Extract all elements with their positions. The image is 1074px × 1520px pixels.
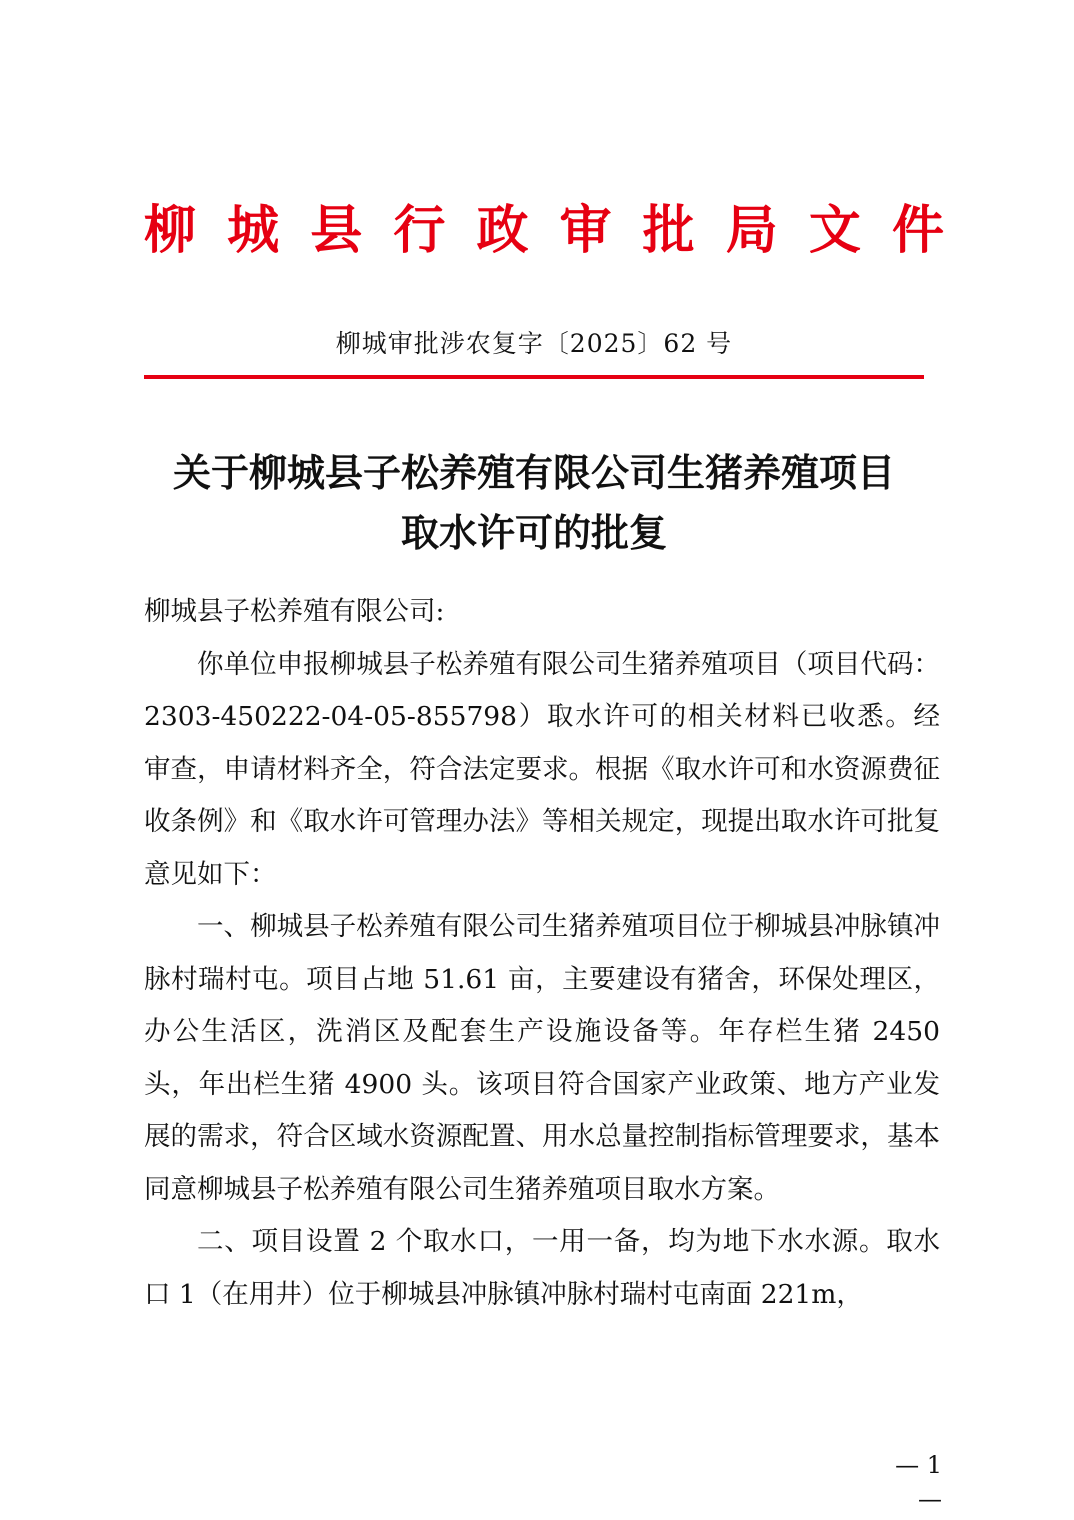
addressee: 柳城县子松养殖有限公司: bbox=[144, 596, 445, 627]
header-char: 县 bbox=[310, 200, 363, 261]
body-paragraph-1: 你单位申报柳城县子松养殖有限公司生猪养殖项目（项目代码：2303-450222-04-05-855798）取水许可的相关材料已收悉。经审查，申请材料齐全，符合法定要求。根据《取水许可和水资源费征收条例》和《取水许可管理办法》等相关规定，现提出取水许可批复意见如下： bbox=[144, 648, 940, 890]
document-title-line-1: 关于柳城县子松养殖有限公司生猪养殖项目 bbox=[172, 450, 895, 495]
header-char: 行 bbox=[393, 200, 446, 261]
header-char: 政 bbox=[476, 200, 529, 261]
document-title bbox=[144, 443, 924, 563]
document-body bbox=[144, 586, 940, 1321]
document-number: 柳城审批涉农复字〔2025〕62 号 bbox=[335, 329, 733, 358]
header-char: 审 bbox=[559, 200, 612, 261]
red-divider-line bbox=[144, 375, 924, 379]
header-char: 批 bbox=[642, 200, 695, 261]
header-char: 局 bbox=[725, 200, 778, 261]
header-char: 文 bbox=[808, 200, 861, 261]
body-paragraph-3: 二、项目设置 2 个取水口，一用一备，均为地下水水源。取水口 1（在用井）位于柳城县冲脉镇冲脉村瑞村屯南面 221m， bbox=[144, 1226, 940, 1310]
issuing-agency-header bbox=[144, 196, 944, 266]
header-char: 件 bbox=[891, 200, 944, 261]
header-char: 柳 bbox=[144, 200, 197, 261]
header-char: 城 bbox=[227, 200, 280, 261]
document-title-line-2: 取水许可的批复 bbox=[400, 510, 667, 555]
page-number: — 1 — bbox=[895, 1451, 942, 1513]
body-paragraph-2: 一、柳城县子松养殖有限公司生猪养殖项目位于柳城县冲脉镇冲脉村瑞村屯。项目占地 51.61 亩，主要建设有猪舍，环保处理区，办公生活区，洗消区及配套生产设施设备等。年存栏生猪 2450 头，年出栏生猪 4900 头。该项目符合国家产业政策、地方产业发展的需求，符合区域水资源配置、用水总量控制指标管理要求，基本同意柳城县子松养殖有限公司生猪养殖项目取水方案。 bbox=[144, 911, 940, 1205]
